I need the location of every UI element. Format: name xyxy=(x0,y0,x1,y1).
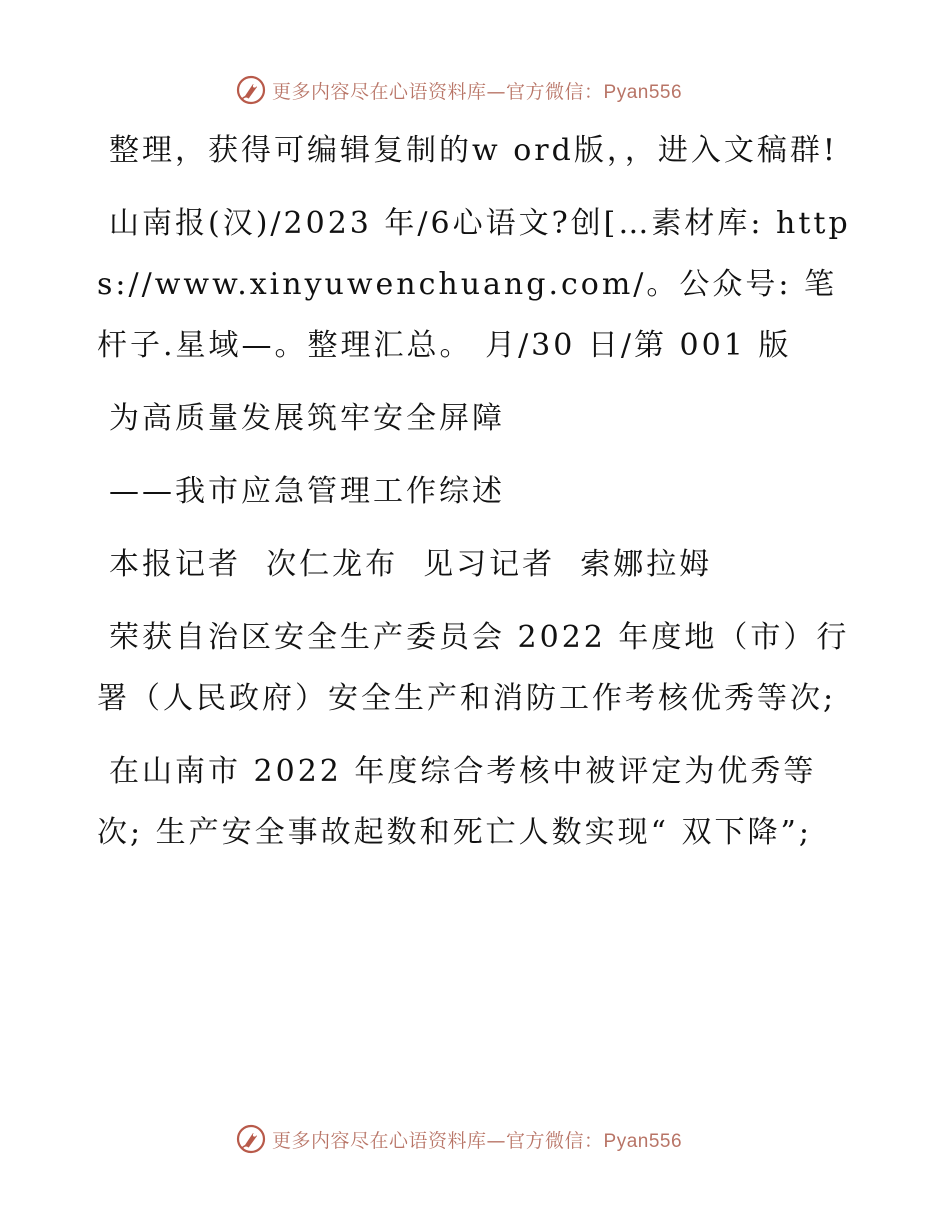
paragraph-source-line: 山南报(汉)/2023 年/6心语文?创[…素材库: https://www.xinyuwenchuang.com/。公众号: 笔杆子.星域—。整理汇总。 月/30 日/第 001 版 xyxy=(97,206,851,363)
article-subtitle: ——我市应急管理工作综述 xyxy=(109,474,505,509)
pen-nib-logo-icon xyxy=(236,75,266,105)
article-title: 为高质量发展筑牢安全屏障 xyxy=(109,401,505,436)
pen-nib-logo-icon xyxy=(236,1124,266,1154)
watermark-text: 更多内容尽在心语资料库—官方微信：Pyan556 xyxy=(272,80,683,103)
watermark-text: 更多内容尽在心语资料库—官方微信：Pyan556 xyxy=(272,1129,683,1152)
paragraph-award: 荣获自治区安全生产委员会 2022 年度地（市）行署（人民政府）安全生产和消防工作考核优秀等次; xyxy=(97,620,850,716)
paragraph-intro: 整理，获得可编辑复制的w ord版，，进入文稿群! xyxy=(109,133,838,168)
article-byline: 本报记者 次仁龙布 见习记者 索娜拉姆 xyxy=(109,547,713,582)
watermark-header xyxy=(236,72,736,108)
article-body xyxy=(97,120,857,863)
watermark-footer xyxy=(236,1121,736,1157)
paragraph-assessment: 在山南市 2022 年度综合考核中被评定为优秀等次; 生产安全事故起数和死亡人数实现“ 双下降”; xyxy=(97,754,817,850)
